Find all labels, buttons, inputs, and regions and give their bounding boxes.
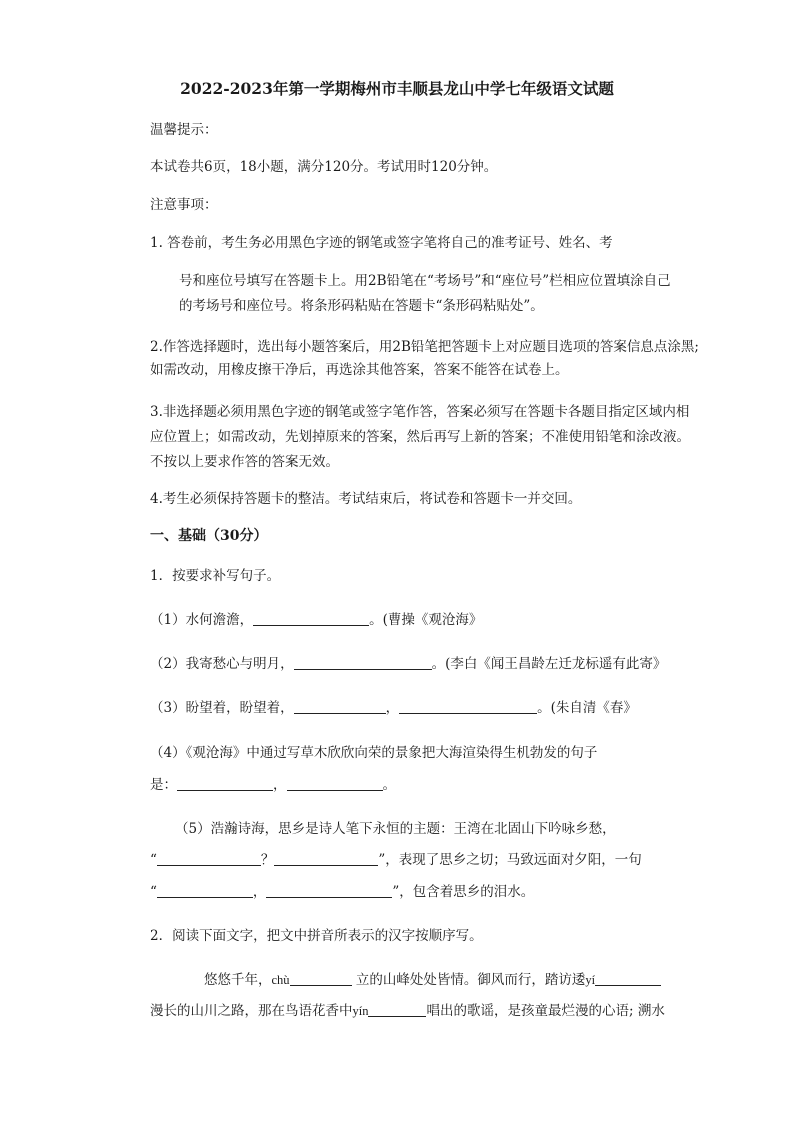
answer-blank[interactable] (368, 1002, 426, 1017)
answer-blank[interactable] (274, 851, 378, 866)
q1-sentence-5-line-1: （5）浩瀚诗海，思乡是诗人笔下永恒的主题：王湾在北固山下吟咏乡愁， (175, 821, 616, 837)
note-2-line-1: 2.作答选择题时，选出每小题答案后，用2B铅笔把答题卡上对应题目选项的答案信息点涂黑; (150, 339, 699, 355)
section-1-heading: 一、基础（30分） (150, 528, 268, 544)
q1-sentence-1: （1）水何澹澹， 。(曹操《观沧海》 (150, 612, 483, 628)
q1-sentence-4-line-1: （4）《观沧海》中通过写草木欣欣向荣的景象把大海渲染得生机勃发的句子 (150, 745, 598, 761)
answer-blank[interactable] (253, 611, 369, 626)
tips-text: 本试卷共6页，18小题，满分120分。考试用时120分钟。 (150, 159, 498, 175)
note-1-line-1: 1. 答卷前，考生务必用黑色字迹的钢笔或签字笔将自己的准考证号、姓名、考 (150, 235, 613, 251)
note-1-line-3: 的考场号和座位号。将条形码粘贴在答题卡“条形码粘贴处”。 (179, 298, 544, 314)
q1-sentence-4-line-2: 是： ， 。 (150, 777, 396, 793)
note-3-line-1: 3.非选择题必须用黑色字迹的钢笔或签字笔作答，答案必须写在答题卡各题目指定区域内相 (150, 404, 690, 420)
answer-blank[interactable] (177, 776, 273, 791)
note-4: 4.考生必须保持答题卡的整洁。考试结束后，将试卷和答题卡一并交回。 (150, 491, 582, 507)
answer-blank[interactable] (294, 699, 386, 714)
note-2-line-2: 如需改动，用橡皮擦干净后，再选涂其他答案，答案不能答在试卷上。 (150, 362, 569, 378)
answer-blank[interactable] (595, 971, 661, 986)
q1-sentence-2: （2）我寄愁心与明月， 。(李白《闻王昌龄左迁龙标遥有此寄》 (150, 656, 667, 672)
note-3-line-2: 应位置上；如需改动，先划掉原来的答案，然后再写上新的答案；不准使用铅笔和涂改液。 (150, 429, 690, 445)
q1-stem: 1．按要求补写句子。 (150, 568, 281, 584)
page-title: 2022-2023年第一学期梅州市丰顺县龙山中学七年级语文试题 (180, 79, 614, 98)
answer-blank[interactable] (266, 883, 392, 898)
answer-blank[interactable] (157, 851, 261, 866)
q1-sentence-3: （3）盼望着，盼望着， ， 。(朱自清《春》 (150, 700, 637, 716)
answer-blank[interactable] (399, 699, 537, 714)
answer-blank[interactable] (290, 971, 352, 986)
q2-passage-line-1: 悠悠千年，chù 立的山峰处处皆情。御风而行，踏访逶yí (204, 971, 661, 989)
answer-blank[interactable] (294, 655, 432, 670)
q2-passage-line-2: 漫长的山川之路，那在鸟语花香中yín 唱出的歌谣，是孩童最烂漫的心语; 溯水 (150, 1003, 665, 1019)
note-1-line-2: 号和座位号填写在答题卡上。用2B铅笔在“考场号”和“座位号”栏相应位置填涂自己 (179, 273, 671, 289)
notes-heading: 注意事项： (150, 197, 218, 213)
q1-sentence-5-line-2: “ ？ ”，表现了思乡之切；马致远面对夕阳，一句 (150, 852, 642, 868)
note-3-line-3: 不按以上要求作答的答案无效。 (150, 454, 339, 470)
answer-blank[interactable] (287, 776, 383, 791)
q1-sentence-5-line-3: “ ， ”，包含着思乡的泪水。 (150, 884, 535, 900)
answer-blank[interactable] (157, 883, 253, 898)
tips-heading: 温馨提示： (150, 122, 218, 138)
q2-stem: 2．阅读下面文字，把文中拼音所表示的汉字按顺序写。 (150, 928, 483, 944)
